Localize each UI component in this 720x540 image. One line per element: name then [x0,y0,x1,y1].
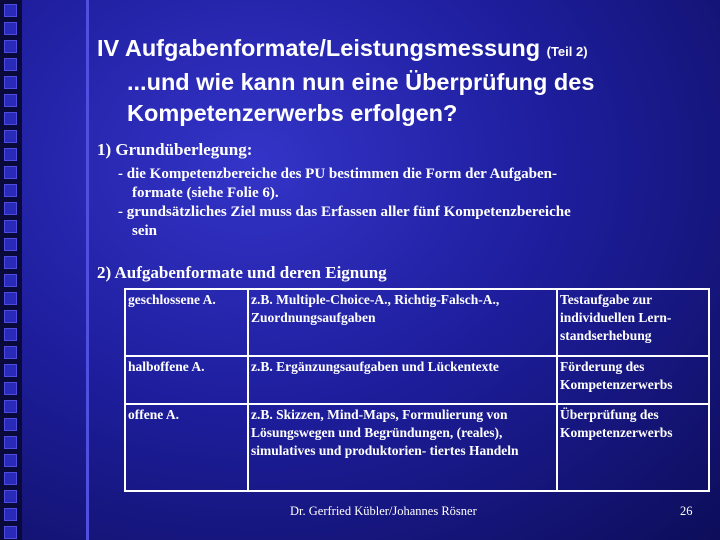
decorative-square [4,202,17,215]
table-cell-suitability: Testaufgabe zur individuellen Lern-standserhebung [557,289,709,356]
section2-heading: 2) Aufgabenformate und deren Eignung [97,263,387,282]
table-row [125,289,709,356]
decorative-square [4,418,17,431]
decorative-square [4,256,17,269]
bullet2-line2: sein [132,223,158,239]
decorative-square [4,310,17,323]
decorative-square [4,40,17,53]
title-line-1: IV Aufgabenformate/Leistungsmessung [97,35,541,61]
decorative-square [4,472,17,485]
decorative-square [4,346,17,359]
table-cell-suitability: Förderung des Kompetenzerwerbs [557,356,709,404]
title-part-label: (Teil 2) [546,44,588,59]
table-cell-examples: z.B. Skizzen, Mind-Maps, Formulierung von Lösungswegen und Begründungen, (reales), simulatives und produktorien- tiertes Handeln [248,404,557,491]
decorative-square [4,166,17,179]
table-row [125,356,709,404]
title-line-3: Kompetenzerwerbs erfolgen? [127,100,458,126]
table-cell-suitability: Überprüfung des Kompetenzerwerbs [557,404,709,491]
decorative-square [4,238,17,251]
decorative-square [4,436,17,449]
decorative-square [4,94,17,107]
decorative-square [4,184,17,197]
decorative-square [4,274,17,287]
section1-bullets [118,165,708,241]
decorative-left-strip [0,0,22,540]
table-cell-examples: z.B. Ergänzungsaufgaben und Lückentexte [248,356,557,404]
decorative-square [4,328,17,341]
footer-authors: Dr. Gerfried Kübler/Johannes Rösner [290,504,477,518]
title-line-2: ...und wie kann nun eine Überprüfung des [127,69,595,95]
decorative-square [4,382,17,395]
decorative-square [4,400,17,413]
bullet1-line1: - die Kompetenzbereiche des PU bestimmen die Form der Aufgaben- [118,166,557,182]
vertical-divider-line [86,0,89,540]
decorative-square [4,364,17,377]
decorative-square [4,508,17,521]
decorative-square [4,220,17,233]
decorative-square [4,148,17,161]
table-cell-format: geschlossene A. [125,289,248,356]
decorative-square [4,76,17,89]
table-cell-format: offene A. [125,404,248,491]
page-number: 26 [680,504,693,518]
decorative-square [4,292,17,305]
section1-heading: 1) Grundüberlegung: [97,140,253,159]
decorative-square [4,526,17,539]
task-format-table [124,288,710,492]
decorative-square [4,130,17,143]
table-cell-examples: z.B. Multiple-Choice-A., Richtig-Falsch-A., Zuordnungsaufgaben [248,289,557,356]
decorative-square [4,22,17,35]
decorative-square [4,58,17,71]
decorative-square [4,490,17,503]
decorative-square [4,4,17,17]
bullet2-line1: - grundsätzliches Ziel muss das Erfassen aller fünf Kompetenzbereiche [118,204,571,220]
slide-title [97,33,712,129]
table-cell-format: halboffene A. [125,356,248,404]
decorative-square [4,112,17,125]
table-row [125,404,709,491]
decorative-square [4,454,17,467]
bullet1-line2: formate (siehe Folie 6). [132,185,279,201]
